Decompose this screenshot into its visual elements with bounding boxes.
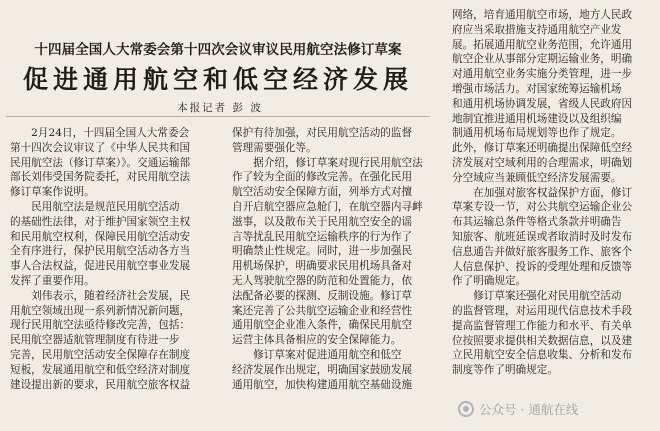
text-line: 作了较为全面的修改完善。在强化民用 (232, 171, 413, 184)
text-line: 布其运输总条件等格式条款并明确告 (452, 216, 622, 229)
text-line: 滋事，以及散布关于民用航空安全的谣 (232, 215, 413, 228)
text-line: 提高监督管理工作能力和水平、有关单 (452, 319, 633, 332)
text-line: 增强市场活力。对国家统筹运输机场 (452, 82, 622, 95)
text-line: 民用航空法（修订草案）》。交通运输部 (10, 156, 191, 169)
wechat-icon (458, 401, 474, 417)
text-line: 用航空领域出现一系列新情况新问题， (10, 304, 191, 317)
text-line: 信息通告并做好旅客服务工作、旅客个 (452, 245, 633, 258)
text-line: 修订草案还强化对民用航空活动 (452, 290, 622, 303)
text-line: 短板，发展通用航空和低空经济对制度 (10, 363, 191, 376)
article-kicker: 十四届全国人大常委会第十四次会议审议民用航空法修订草案 (34, 42, 402, 58)
text-line: 和民用航空权利，保障民用航空活动安 (10, 230, 191, 243)
text-line: 现行民用航空法亟待修改完善，包括： (10, 319, 191, 332)
text-line: 和通用机场协调发展，省级人民政府因 (452, 97, 633, 110)
text-line: 作了明确规定。 (452, 275, 527, 288)
text-line: 民用航空法是规范民用航空活动 (10, 200, 180, 213)
watermark (458, 398, 578, 420)
article-headline: 促进通用航空和低空经济发展 (22, 65, 413, 94)
text-line: 无人驾驶航空器的防范和处置能力，依 (232, 274, 413, 287)
text-line: 航空活动安全保障方面，列举方式对擅 (232, 186, 413, 199)
text-line: 制度等作了明确规定。 (452, 364, 558, 377)
text-line: 人信息保护、投诉的受理处理和反馈等 (452, 260, 633, 273)
text-line: 立民用航空安全信息收集、分析和发布 (452, 349, 633, 362)
text-line: 草案专设一节，对公共航空运输企业公 (452, 201, 633, 214)
text-line: 据介绍，修订草案对现行民用航空法 (232, 156, 423, 169)
text-line: 网络，培育通用航空市场，地方人民政 (452, 9, 633, 21)
text-line: 此外，修订草案还明确提出保障低空经 (452, 142, 633, 155)
text-column-1 (10, 126, 210, 426)
text-line: 府应当采取措施支持通用航空产业发 (452, 23, 622, 36)
text-line: 制通用机场布局规划等也作了规定。 (452, 127, 622, 140)
text-line: 运营主体具备相应的安全保障能力。 (232, 334, 402, 347)
text-line: 自开启航空器应急舱门，在航空器内寻衅 (232, 200, 423, 213)
text-line: 济发展对空域利用的合理需求，明确划 (452, 156, 633, 169)
text-line: 对通用航空业务实施分类管理，进一步 (452, 68, 633, 81)
text-line: 位按照要求提供相关数据信息，以及建 (452, 334, 633, 347)
text-line: 言等扰乱民用航空运输秩序的行为作了 (232, 230, 413, 243)
text-line: 修订草案作说明。 (10, 186, 95, 199)
text-line: 案还完善了公共航空运输企业和经营性 (232, 304, 413, 317)
text-line: 通用航空，加快构建通用航空基础设施 (232, 378, 413, 391)
header-rule (6, 116, 430, 117)
text-column-3 (452, 8, 652, 426)
text-line: 的基础性法律，对于维护国家领空主权 (10, 215, 191, 228)
text-line: 保护有待加强，对民用航空活动的监督 (232, 127, 413, 139)
text-line: 2月24日，十四届全国人大常委会 (10, 127, 190, 139)
text-line: 完善，民用航空活动安全保障存在制度 (10, 348, 191, 361)
text-line: 管理需要强化等。 (232, 141, 317, 154)
text-line: 法配备必要的探测、反制设施。修订草 (232, 289, 413, 302)
text-line: 知旅客、航班延误或者取消时及时发布 (452, 230, 633, 243)
text-line: 分空域应当兼顾低空经济发展需要。 (452, 171, 622, 184)
text-line: 通用航空企业准入条件，确保民用航空 (232, 319, 413, 332)
text-line: 经济发展作出规定，明确国家鼓励发展 (232, 363, 413, 376)
text-line: 事人合法权益，促进民用航空事业发展 (10, 260, 191, 273)
text-line: 修订草案对促进通用航空和低空 (232, 348, 402, 361)
text-line: 建设提出新的要求，民用航空旅客权益 (10, 378, 191, 391)
text-line: 的监督管理，对运用现代信息技术手段 (452, 304, 633, 317)
text-line: 民用航空器适航管理制度有待进一步 (10, 334, 180, 347)
text-line: 全有序进行，保护民用航空活动各方当 (10, 245, 191, 258)
article-byline: 本报记者 彭 波 (177, 102, 263, 114)
text-line: 用机场保护，明确要求民用机场具备对 (232, 260, 413, 273)
text-line: 明确禁止性规定。同时，进一步加强民 (232, 245, 413, 258)
text-line: 展。拓展通用航空业务范围，允许通用 (452, 38, 633, 51)
text-column-2 (232, 126, 432, 426)
text-line: 部长刘伟受国务院委托，对民用航空法 (10, 171, 191, 184)
text-line: 发挥了重要作用。 (10, 274, 95, 287)
text-line: 第十四次会议审议了《中华人民共和国 (10, 141, 191, 154)
text-line: 刘伟表示，随着经济社会发展，民 (10, 289, 191, 302)
text-line: 地制宜推进通用机场建设以及组织编 (452, 112, 622, 125)
text-line: 航空企业从事部分定期运输业务，明确 (452, 53, 633, 66)
watermark-text: 公众号 · 通航在线 (479, 402, 579, 417)
text-line: 在加强对旅客权益保护方面，修订 (452, 186, 633, 199)
